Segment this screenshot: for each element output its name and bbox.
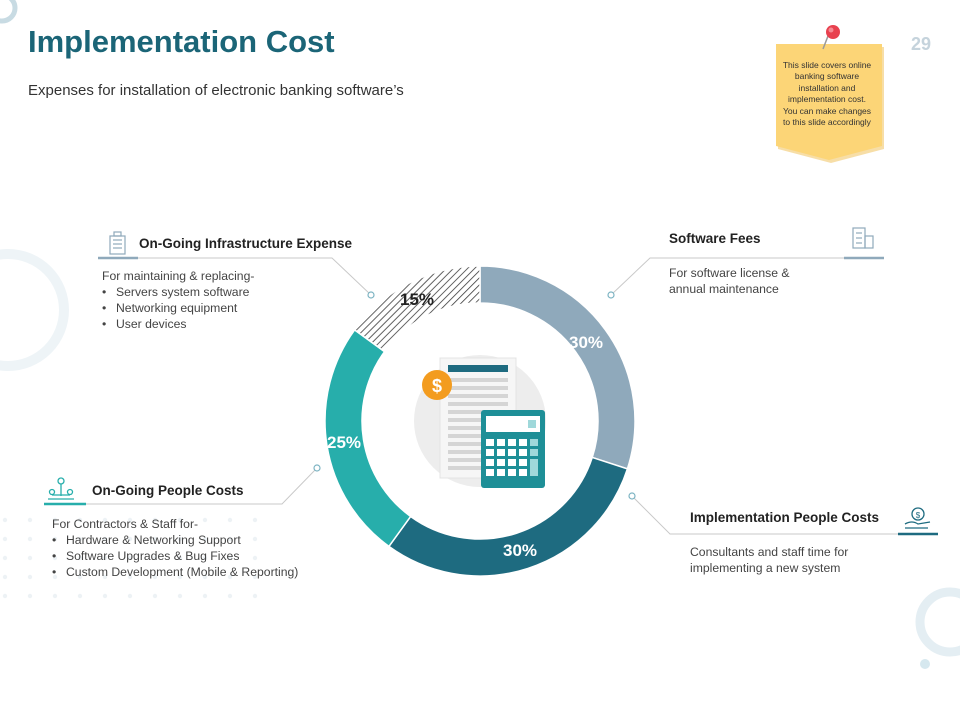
- ongoing-infrastructure-percent: 15%: [400, 290, 435, 309]
- list-item: • Custom Development (Mobile & Reporting): [52, 564, 298, 580]
- software-fees-heading: Software Fees: [669, 231, 761, 246]
- software-fees-line: For software license &: [669, 266, 790, 280]
- page-number: 29: [911, 34, 932, 54]
- implementation-people-description: [690, 544, 848, 576]
- infrastructure-heading: On-Going Infrastructure Expense: [139, 236, 353, 251]
- people-costs-intro: For Contractors & Staff for-: [52, 517, 199, 531]
- list-item: • User devices: [102, 316, 254, 332]
- implementation-people-heading: Implementation People Costs: [690, 510, 880, 525]
- sticky-note-text: This slide covers online banking software installation and implementation cost. You can make changes to this slide accordingly: [782, 60, 872, 128]
- hand-money-icon: [905, 508, 930, 528]
- infrastructure-description: [102, 268, 254, 332]
- people-network-icon: [48, 478, 74, 499]
- people-costs-description: [52, 516, 298, 580]
- page-title: Implementation Cost: [28, 24, 335, 59]
- list-item: • Servers system software: [102, 284, 254, 300]
- svg-text:$: $: [431, 376, 443, 396]
- infrastructure-intro: For maintaining & replacing-: [102, 269, 255, 283]
- list-item: • Software Upgrades & Bug Fixes: [52, 548, 298, 564]
- ongoing-people-percent: 25%: [327, 433, 362, 452]
- software-fees-description: [669, 265, 790, 297]
- software-fees-line: annual maintenance: [669, 282, 779, 296]
- people-costs-heading: On-Going People Costs: [92, 483, 244, 498]
- implementation-line: Consultants and staff time for: [690, 545, 849, 559]
- infrastructure-list: [102, 284, 254, 332]
- building-icon: [110, 232, 125, 254]
- office-building-icon: [853, 228, 873, 248]
- svg-text:$: $: [915, 511, 921, 520]
- people-costs-list: [52, 532, 298, 580]
- software-fees-percent: 30%: [569, 333, 604, 352]
- list-item: • Networking equipment: [102, 300, 254, 316]
- calculator-document-icon: [414, 355, 546, 488]
- list-item: • Hardware & Networking Support: [52, 532, 298, 548]
- implementation-people-percent: 30%: [503, 541, 538, 560]
- implementation-line: implementing a new system: [690, 561, 841, 575]
- page-subtitle: Expenses for installation of electronic banking software’s: [28, 82, 404, 99]
